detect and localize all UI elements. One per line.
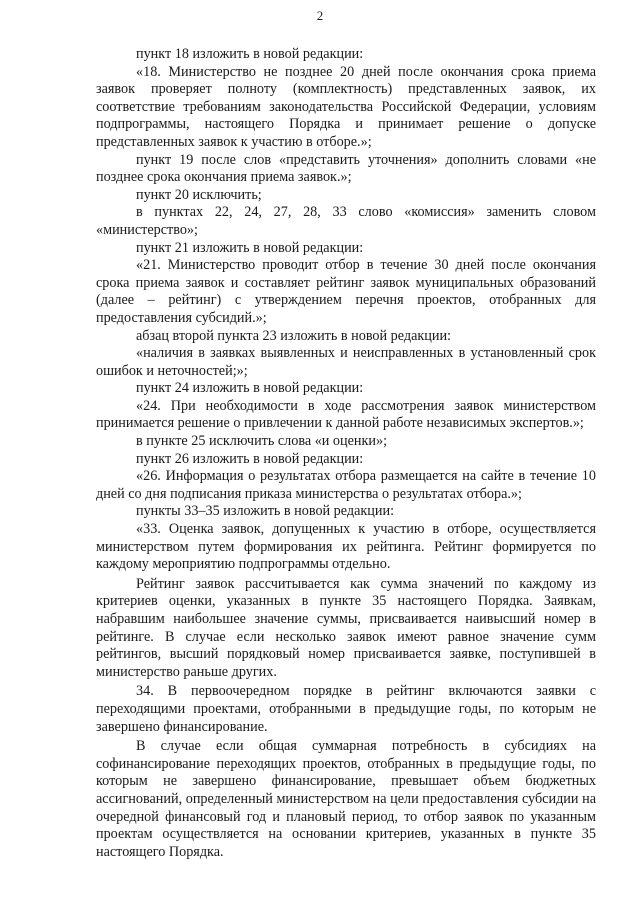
paragraph: пункты 33–35 изложить в новой редакции:: [136, 503, 395, 520]
paragraph: пункт 20 исключить;: [136, 186, 262, 203]
paragraph: Рейтинг заявок рассчитывается как сумма значений по каждому из критериев оценки, указанных в пункте 35 настоящего Порядка. Заявкам, набравшим наибольшее значение суммы, присваивается наивысший номер в рейтинге. В случае если несколько заявок имеют равное значение сумм рейтингов, высший порядковый номер присваивается заявке, поступившей в министерство раньше других.: [96, 575, 596, 680]
paragraph: в пункте 25 исключить слова «и оценки»;: [136, 433, 388, 450]
paragraph: пункт 21 изложить в новой редакции:: [136, 239, 364, 256]
paragraph: В случае если общая суммарная потребность в субсидиях на софинансирование переходящих проектов, отобранных в предыдущие годы, по которым не завершено финансирование, превышает объем бюджетных ассигнований, определенный министерством на цели предоставления субсидии на очередной финансовый год и плановый период, то отбор заявок по указанным проектам осуществляется на основании критериев, указанных в пункте 35 настоящего Порядка.: [96, 738, 596, 860]
paragraph: пункт 19 после слов «представить уточнения» дополнить словами «не позднее срока окончания приема заявок.»;: [96, 151, 596, 186]
paragraph: «26. Информация о результатах отбора размещается на сайте в течение 10 дней со дня подписания приказа министерства о результатах отбора.»;: [96, 468, 596, 502]
document-body: [96, 46, 596, 861]
paragraph: «33. Оценка заявок, допущенных к участию в отборе, осуществляется министерством путем формирования их рейтинга. Рейтинг формируется по каждому мероприятию подпрограммы отдельно.: [96, 521, 596, 573]
paragraph: абзац второй пункта 23 изложить в новой редакции:: [136, 327, 451, 344]
paragraph: «наличия в заявках выявленных и неисправленных в установленный срок ошибок и неточностей;»;: [96, 345, 596, 379]
paragraph: «21. Министерство проводит отбор в течение 30 дней после окончания срока приема заявок и составляет рейтинг заявок муниципальных образований (далее – рейтинг) с утверждением перечня проектов, отобранных для предоставления субсидий.»;: [96, 257, 596, 326]
paragraph: 34. В первоочередном порядке в рейтинг включаются заявки с переходящими проектами, отобранными в предыдущие годы, по которым не завершено финансирование.: [96, 683, 596, 735]
paragraph: «24. При необходимости в ходе рассмотрения заявок министерством принимается решение о привлечении к данной работе независимых экспертов.»;: [96, 397, 596, 432]
paragraph: пункт 26 изложить в новой редакции:: [136, 450, 364, 467]
paragraph: в пунктах 22, 24, 27, 28, 33 слово «комиссия» заменить словом «министерство»;: [96, 204, 596, 238]
paragraph: пункт 18 изложить в новой редакции:: [136, 46, 364, 62]
paragraph: «18. Министерство не позднее 20 дней после окончания срока приема заявок проверяет полноту (комплектность) представленных заявок, их соответствие требованиям законодательства Российской Федерации, условиям подпрограммы, настоящего Порядка и принимает решение о допуске представленных заявок к участию в отборе.»;: [96, 63, 596, 150]
page-number: 2: [316, 8, 324, 23]
paragraph: пункт 24 изложить в новой редакции:: [136, 380, 364, 397]
